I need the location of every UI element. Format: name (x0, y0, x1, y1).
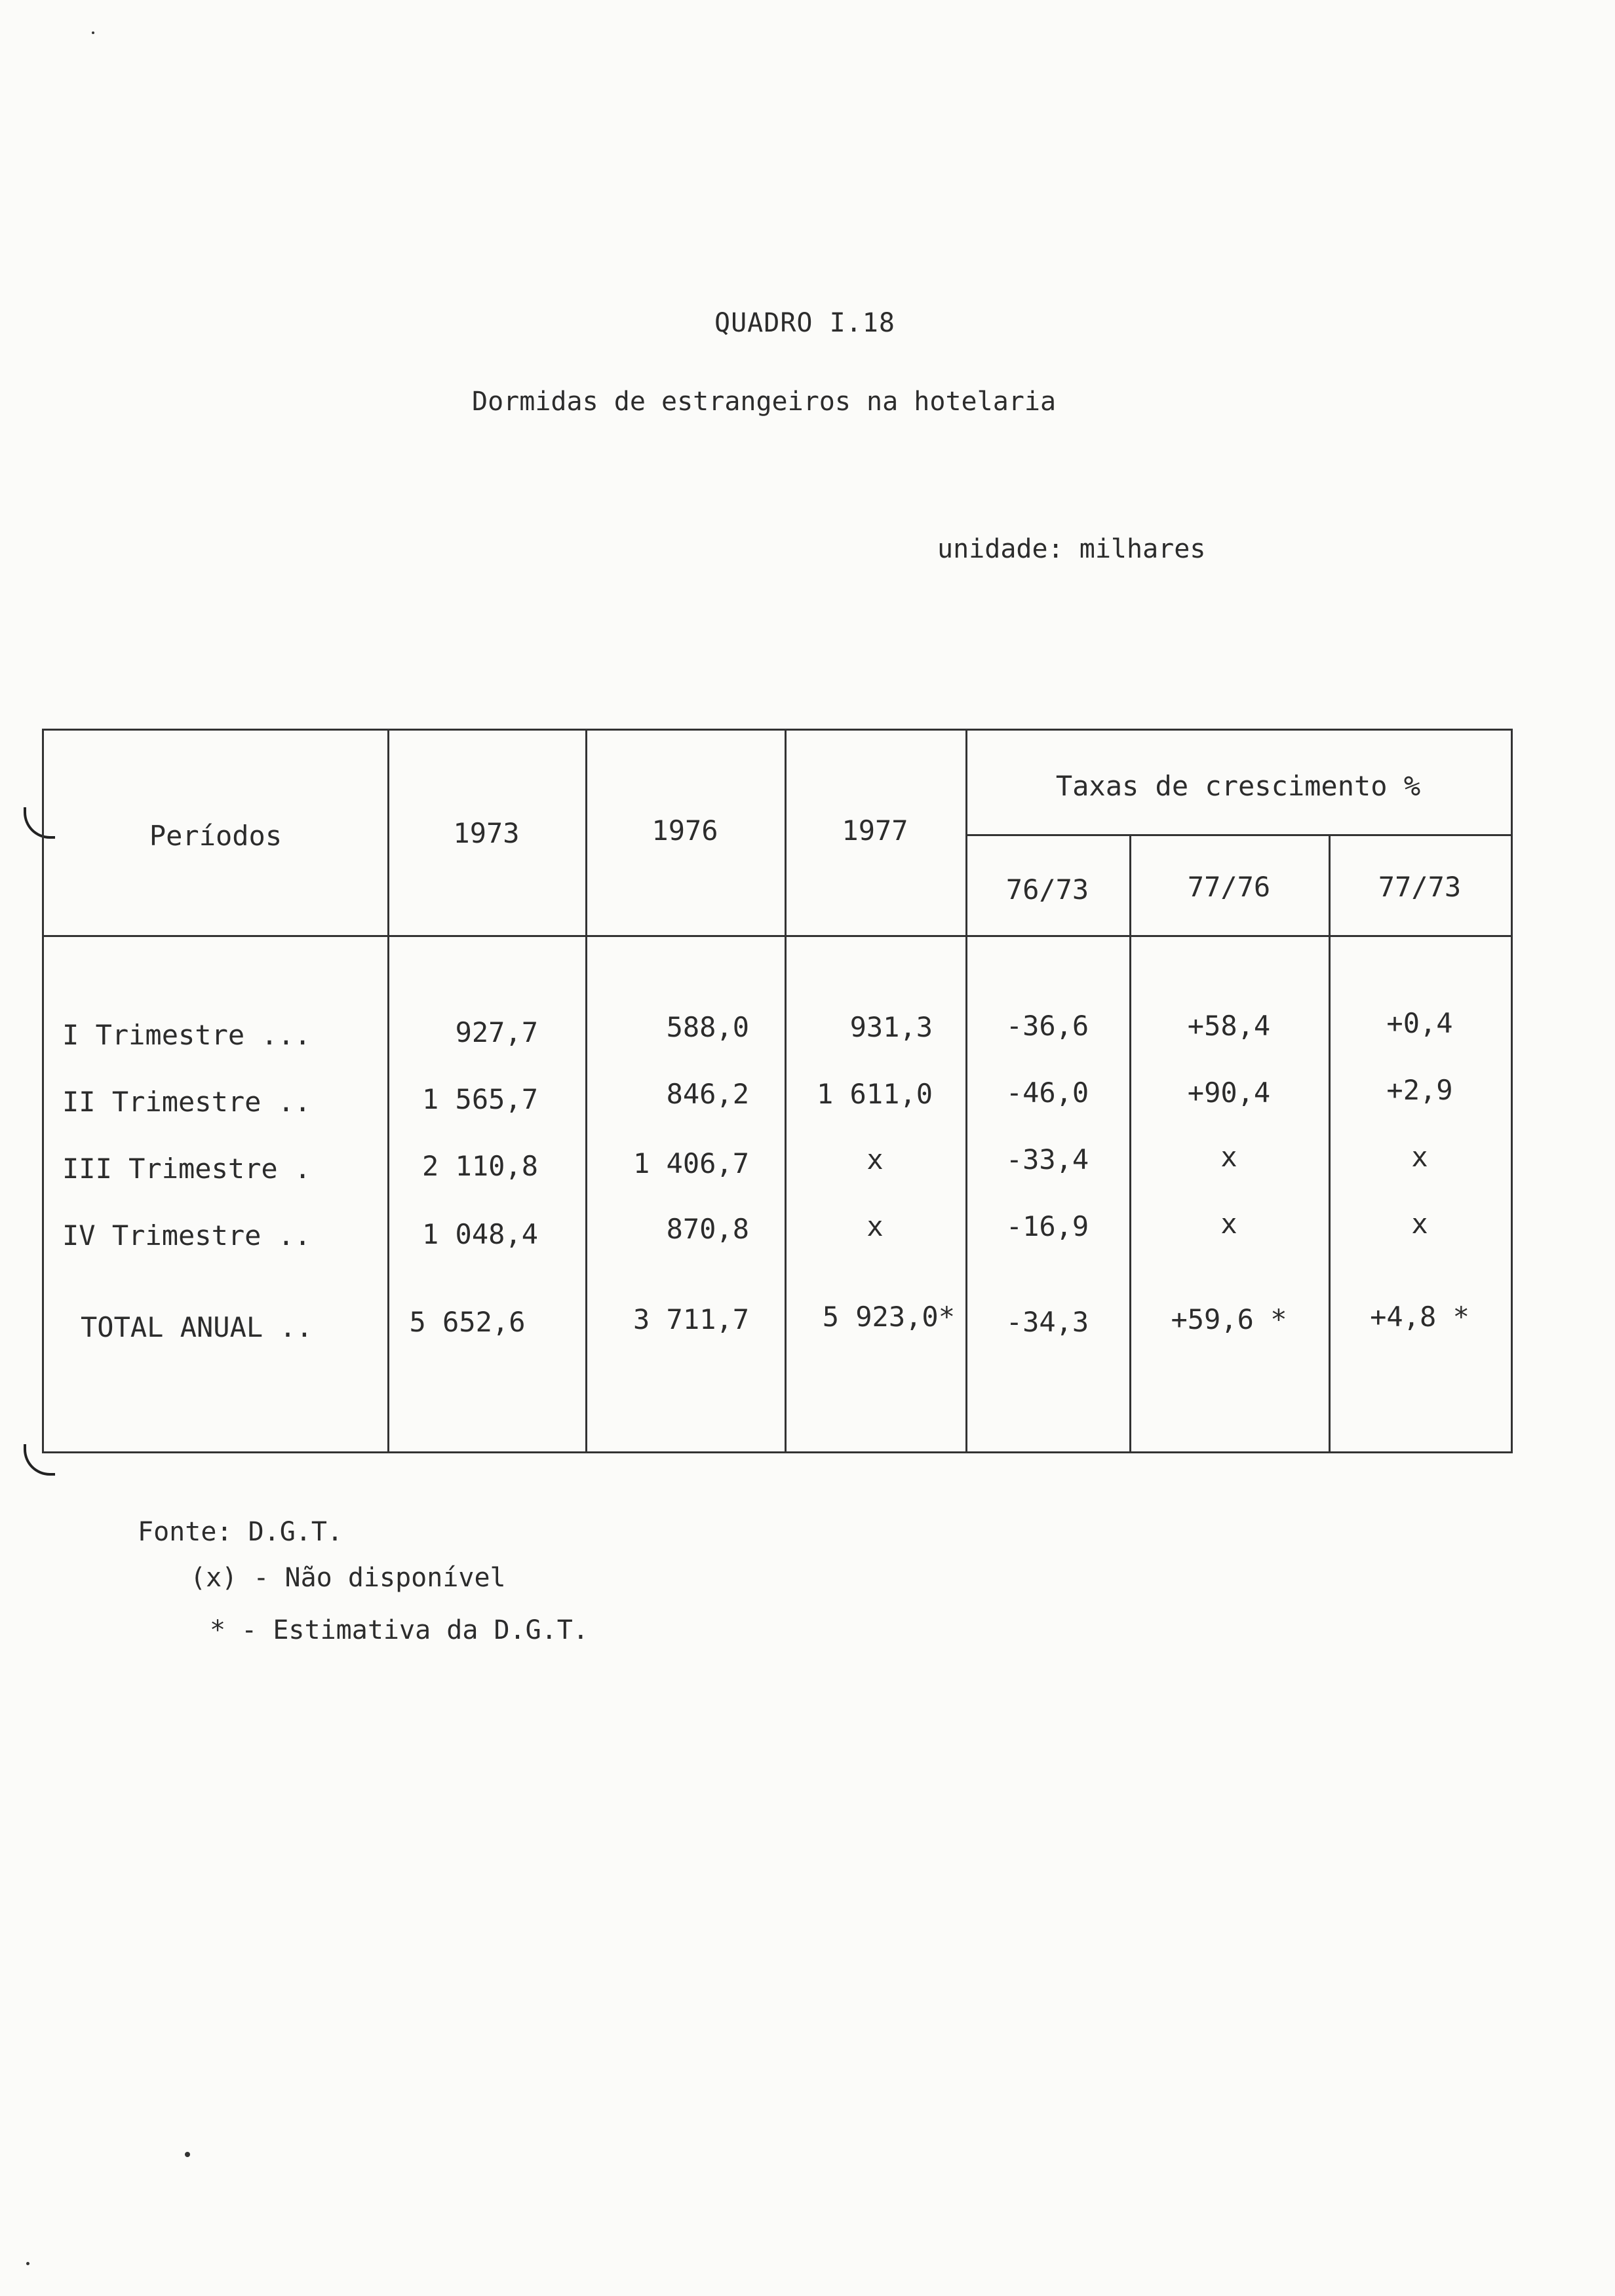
header-1976: 1976 (652, 814, 718, 847)
cell-1976: 870,8 (666, 1213, 749, 1245)
table-title: QUADRO I.18 (714, 308, 895, 338)
cell-1977: 1 611,0 (816, 1078, 933, 1110)
table-subtitle: Dormidas de estrangeiros na hotelaria (472, 387, 1057, 417)
cell-77-76: x (1220, 1141, 1237, 1173)
cell-77-76: +58,4 (1187, 1010, 1271, 1042)
cell-1973: 1 048,4 (421, 1218, 538, 1250)
note-not-available: (x) - Não disponível (190, 1563, 506, 1593)
cell-77-76: x (1220, 1208, 1237, 1240)
scan-speck (26, 2262, 29, 2265)
header-periodos: Períodos (149, 820, 282, 852)
row-period: I Trimestre ... (62, 1019, 311, 1051)
data-table (42, 729, 1513, 1453)
cell-77-73: x (1411, 1141, 1428, 1173)
total-1977: 5 923,0* (822, 1301, 955, 1333)
cell-77-76: +90,4 (1187, 1077, 1271, 1109)
cell-76-73: -46,0 (1005, 1077, 1089, 1109)
header-1977: 1977 (842, 814, 908, 847)
header-77-73: 77/73 (1378, 871, 1462, 903)
total-period: TOTAL ANUAL .. (81, 1311, 313, 1343)
total-1976: 3 711,7 (632, 1303, 749, 1335)
cell-1973: 2 110,8 (421, 1150, 538, 1182)
cell-1973: 1 565,7 (421, 1083, 538, 1115)
growth-header-divider (965, 834, 1511, 836)
cell-76-73: -36,6 (1005, 1010, 1089, 1042)
cell-77-73: +2,9 (1386, 1074, 1453, 1106)
cell-1977: 931,3 (849, 1011, 933, 1043)
total-76-73: -34,3 (1005, 1306, 1089, 1338)
total-77-76: +59,6 * (1171, 1303, 1287, 1335)
header-76-73: 76/73 (1005, 873, 1089, 906)
cell-1976: 846,2 (666, 1078, 749, 1110)
header-77-76: 77/76 (1187, 871, 1271, 903)
header-divider (44, 935, 1511, 937)
row-period: III Trimestre . (62, 1153, 311, 1185)
row-period: IV Trimestre .. (62, 1219, 311, 1252)
cell-77-73: x (1411, 1208, 1428, 1240)
scan-speck (185, 2152, 190, 2157)
row-period: II Trimestre .. (62, 1086, 311, 1118)
note-source: Fonte: D.G.T. (138, 1517, 343, 1547)
total-77-73: +4,8 * (1370, 1301, 1469, 1333)
header-growth: Taxas de crescimento % (1055, 770, 1421, 802)
cell-1976: 588,0 (666, 1011, 749, 1043)
scan-speck (92, 31, 94, 34)
cell-77-73: +0,4 (1386, 1007, 1453, 1039)
cell-1976: 1 406,7 (632, 1147, 749, 1179)
cell-1977: x (866, 1210, 884, 1242)
note-estimate: * - Estimativa da D.G.T. (210, 1615, 589, 1645)
cell-1977: x (866, 1143, 884, 1176)
total-1973: 5 652,6 (409, 1306, 526, 1338)
unit-label: unidade: milhares (937, 534, 1206, 564)
cell-76-73: -33,4 (1005, 1143, 1089, 1176)
cell-1973: 927,7 (455, 1016, 538, 1048)
cell-76-73: -16,9 (1005, 1210, 1089, 1242)
header-1973: 1973 (453, 817, 520, 849)
